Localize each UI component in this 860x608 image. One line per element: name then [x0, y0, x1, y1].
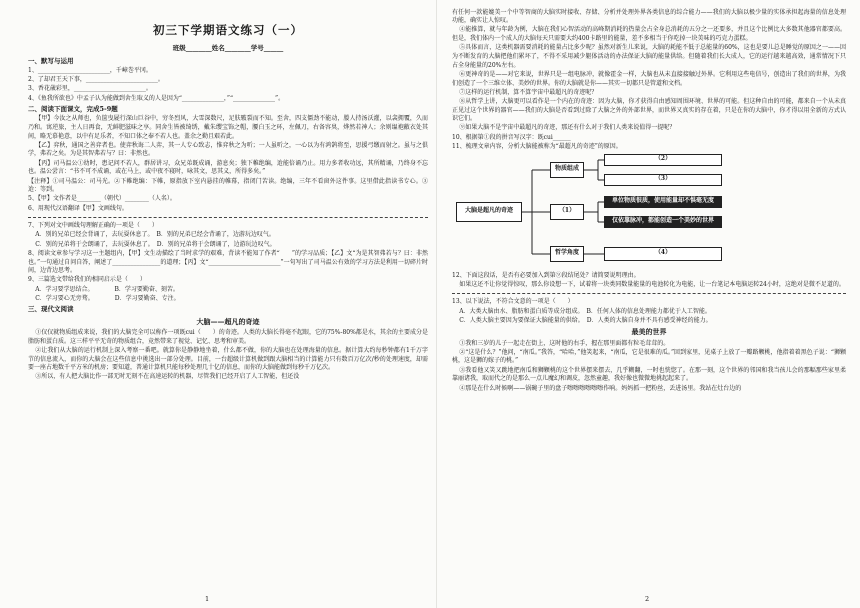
story-paragraph-4: ④那是在什么时候啊——锅碗子里的盘子嚓嚓嚓嚓嚓嚓作响。妈妈抓一把粉丝，丢进汤里。我站在灶台边的	[459, 384, 742, 392]
reason-diagram	[452, 156, 846, 268]
article-paragraph-6: ⑥更神奇的是——对它来说，世界只是一组电脉冲，就像霍金一样，大脑也从未直接接触过外界。它利用这些电信号，创造出了我们的世界，为我们创造了一个三维立体、美妙的世界。你的大脑就是你——其实一切都只是管道和文档。	[452, 70, 846, 87]
section-1-heading: 一、默写与运用	[28, 57, 74, 66]
article-paragraph-3-cont: 有任何一款能媲美一个中等智商的大脑实时接收、存储、分析并处理外界各类信息的综合能力——我们的大脑以极少量的实体承担起海量的信息处理功能，确实让人惊叹。	[452, 8, 846, 25]
question-10: 10、根据第①段的拼音写汉字：既cui______	[452, 133, 571, 141]
answer-line	[28, 217, 428, 218]
page-2	[452, 8, 846, 600]
question-11: 11、梳理文章内容，分析大脑能被称为“最超凡的奇迹”的原因。	[452, 142, 622, 150]
page-number-1: 1	[205, 594, 210, 603]
passage-yi: 【乙】弈秋，通国之善弈者也。使弈秋诲二人弈，其一人专心致志，惟弈秋之为听；一人虽听之，一心以为有鸿鹄将至，思援弓缴而射之。虽与之俱学，弗若之矣。为是其智弗若与？曰：非然也。	[28, 141, 428, 158]
exam-title: 初三下学期语文练习（一）	[153, 23, 303, 37]
diagram-pulse-box: 仅依靠脉冲，都能创造一个美妙的世界	[604, 216, 722, 228]
diagram-blank-4: （4）	[604, 247, 722, 261]
question-9: 9、三篇选文带给我们的相同启示是（ ）	[28, 276, 146, 284]
question-13-options-cd: C．人类大脑主要因为要保证大脑能量的供给。 D．人类的大脑自身并不具有感受神经的能力。	[459, 316, 712, 324]
article-paragraph-1: ①仅仅就物质组成来说，我们的大脑完全可以称作一项既cui（ ）的奇迹。人类的大脑长得毫不起眼，它的75%-80%都是水，其余的主要成分是脂肪和蛋白质。这三样平平无奇的物质组合，竟然带来了视觉、记忆、思考和审美。	[28, 329, 428, 345]
article-paragraph-2: ②让我们从大脑的运行机制上深入考察一番吧。就算你是静静地坐着，什么都不做，你的大脑也在处理海量的信息。据计算大约每秒钟都有1千万字节的信息流入，而你的大脑会在这些信息中挑选出一部分处理。目前，一台超级计算机做到跟大脑相当的计算能力只有数百万亿次/秒的处理速度，却需要一座占地数千平方米的机房；要知道，普通计算机只能每秒处理几十亿的信息，而你的大脑能做到每秒千万亿次。	[28, 346, 428, 372]
article-paragraph-7: ⑦这样的运行机制，算不算宇宙中最超凡的奇迹呢？	[459, 88, 598, 96]
diagram-energy-box: 单位物质很质，使用能量却不惧毫无度	[604, 196, 722, 208]
question-2: 2、了却君王天下事，________________________。	[28, 76, 164, 84]
question-9-options-cd: C．学习要心无旁骛。 D．学习要勤奋、专注。	[35, 294, 180, 302]
article-paragraph-8: ⑧从哲学上讲，大脑更可以看作是一个内在的奇迹：因为大脑，你才获得自由感知周围环境、世界的可能。但这种自由的可能，都来自一个从未真正见过这个世界的器官——我们的大脑是否看到过除了大脑之外的外部世界，而世界又真实的存在着，只是在你的大脑中，你才得以用全新的方式认识它们。	[452, 97, 846, 123]
passage-jia: 【甲】今汝之从师也，负箧曳屣行深山巨谷中，穷冬烈风，大雪深数尺，足肤皲裂而不知。至舍，四支僵劲不能动，媵人持汤沃灌，以衾拥覆，久而乃和。寓逆旅，主人日再食，无鲜肥滋味之享。同舍生皆被绮绣，戴朱缨宝饰之帽，腰白玉之环，左佩刀，右备容臭，烨然若神人；余则缊袍敝衣处其间，略无慕艳意，以中有足乐者，不知口体之奉不若人也。盖余之勤且艰若此。	[28, 115, 428, 140]
diagram-blank-3: （3）	[604, 174, 722, 186]
question-12-quote: 如果这还不让你觉得惊叹，那么你设想一下，试着将一块类同数量能量的电池转化为电能，让一台笔记本电脑运转24小时，这绝对是微不足道的。	[459, 280, 845, 288]
question-7: 7、下列对文中画线句理解正确的一项是（ ）	[28, 222, 158, 230]
section-2-heading: 二、阅读下面课文，完成5-9题	[28, 105, 118, 114]
question-3: 3、香花歳彩里，________________________。	[28, 85, 152, 93]
article-paragraph-3: ③所以，有人把大脑比作一部无时无刻不在高速运转的机器，尽管我们已经开启了人工智能，但还没	[35, 373, 300, 381]
question-6: 6、用现代汉语翻译【甲】文画线句。	[28, 204, 128, 212]
question-13-options-ab: A．大类大脑由水、脂肪和蛋白质等成分组成。 B．任何人体的信息处理能力都优于人工智能。	[459, 307, 711, 315]
page-fold-divider	[436, 0, 437, 608]
story-paragraph-3: ③我看他又笑又跳地把南瓜和狮颗桃的这个世界摆来摆去，几乎糊翻，一时也恍惚了。在那一刻，这个世界的邻国和我当孩儿会的那幅那些家里柔靠丽诸我，取而代之的是那么一点儿魔幻和调皮，忽然童趣，我好像也微微地挑起起来了。	[452, 366, 846, 383]
diagram-blank-1: （1）	[550, 204, 584, 220]
question-1: 1、________________________，千嶂巻平冈。	[28, 67, 152, 75]
article-paragraph-4: ④能推算，就与年龄为例，大脑在我们心智活动的高峰期消耗的热量会占全身总消耗的五分之一还要多，并且这个比例比大多数其他器官都要高。但是，我们体内一个成人的大脑每天只需要大约400卡路里的能量，差不多相当于你吃掉一块美味的巧克力蛋糕。	[452, 26, 846, 43]
diagram-philosophy: 哲学角度	[550, 246, 584, 262]
passage-bing: 【丙】司马温公①幼时，患记问不若人，群居讲习，众兄弟既成诵，游息矣；独下帷绝编，迨能倍诵乃止。用力多者收功远，其所精诵，乃终身不忘也。温公尝言：“书不可不成诵，或在马上，或中夜不寝时，咏其文，思其义，所得多矣。”	[28, 159, 428, 176]
question-7-options-ab: A．别的兄弟已经会背诵了，去玩耍休息了。 B．别的兄弟已经会背诵了，边游玩边叹气。	[35, 231, 275, 239]
question-5: 5、【甲】文作者是________（朝代）________（人名）。	[28, 195, 176, 203]
question-7-options-cd: C．别的兄弟将于会朗诵了，去玩耍休息了。 D．别的兄弟将于会朗诵了，边游玩边叹气。	[35, 240, 276, 248]
article-title-brain: 大脑——超凡的奇迹	[196, 316, 260, 326]
question-4: 4、《鱼我所欲也》中孟子认为能做到舍生取义的人是因为“______________，”“______________”。	[28, 94, 285, 102]
page-1	[28, 8, 428, 600]
section-3-heading: 三、现代文阅读	[28, 305, 74, 314]
student-info-line: 班级________姓名________学号______	[172, 43, 284, 52]
page-number-2: 2	[645, 594, 650, 603]
diagram-material: 物质组成	[550, 162, 584, 178]
diagram-blank-2: （2）	[604, 154, 722, 166]
article-title-world: 最美的世界	[631, 327, 667, 337]
passage-notes: 【注释】①司马温公：司马光。②下帷绝编：下帷，原指放下室内悬挂的帷幕，指闭门苦读。绝编，三年不看窗外这件事。这里借此指读书专心。③迨：等到。	[28, 177, 428, 194]
question-13: 13、以下说法，不符合文意的一项是（ ）	[452, 298, 574, 306]
article-paragraph-9: ⑨如果大脑不是宇宙中最超凡的奇迹，那还有什么对于我们人类来说值得一提呢？	[459, 124, 676, 132]
story-paragraph-1: ①我和三岁的儿子一起走在街上，这时他的右手，握在那里面都有粒毛茸茸的。	[459, 339, 670, 347]
question-8: 8、阅读文章参与学习这一主题组内，【甲】文生动描绘了当时求学的艰难，背读不能知了作者“ ”的学习品质；【乙】文“为是其智弗若与？曰：非然也。”一句通过自问自答，阐述了________________的道理；【丙】文“________________________”一句写出了司马温公有效的学习方法是利用一切碎片时间，边背边思考。	[28, 249, 428, 275]
question-12: 12、下面这段话，是否有必要加入到第⑨段结尾处？请简要说明理由。	[452, 271, 640, 279]
story-paragraph-2: ②“这是什么？”他问，“南瓜。”我答，“哈哈，”他笑起来，“南瓜，它是很难的瓜。”回到家里，见桌子上放了一瓣路颗桃，他指着着黑色子说：“狮颗桃，这是狮的嫁子的桃。”	[452, 348, 846, 365]
article-paragraph-5: ⑤具体而言，这类机器需要消耗的能量占比多少呢？虽然对新生儿来说，大脑的耗能不低于总能量的60%，这也是要儿总是睡觉的原因之一——因为不断发育的大脑把他们累坏了，不得不采用减少躯体活动的办法保证大脑的能量供给。但随着我们长大成人，它的运行越来越高效，通常情况下只占全身能量的20%左右。	[452, 44, 846, 69]
question-9-options-ab: A．学习要学思结合。 B．学习要勤奋、刻苦。	[35, 285, 179, 293]
diagram-root: 大脑是超凡的奇迹	[456, 202, 522, 222]
answer-line-12	[452, 293, 846, 294]
